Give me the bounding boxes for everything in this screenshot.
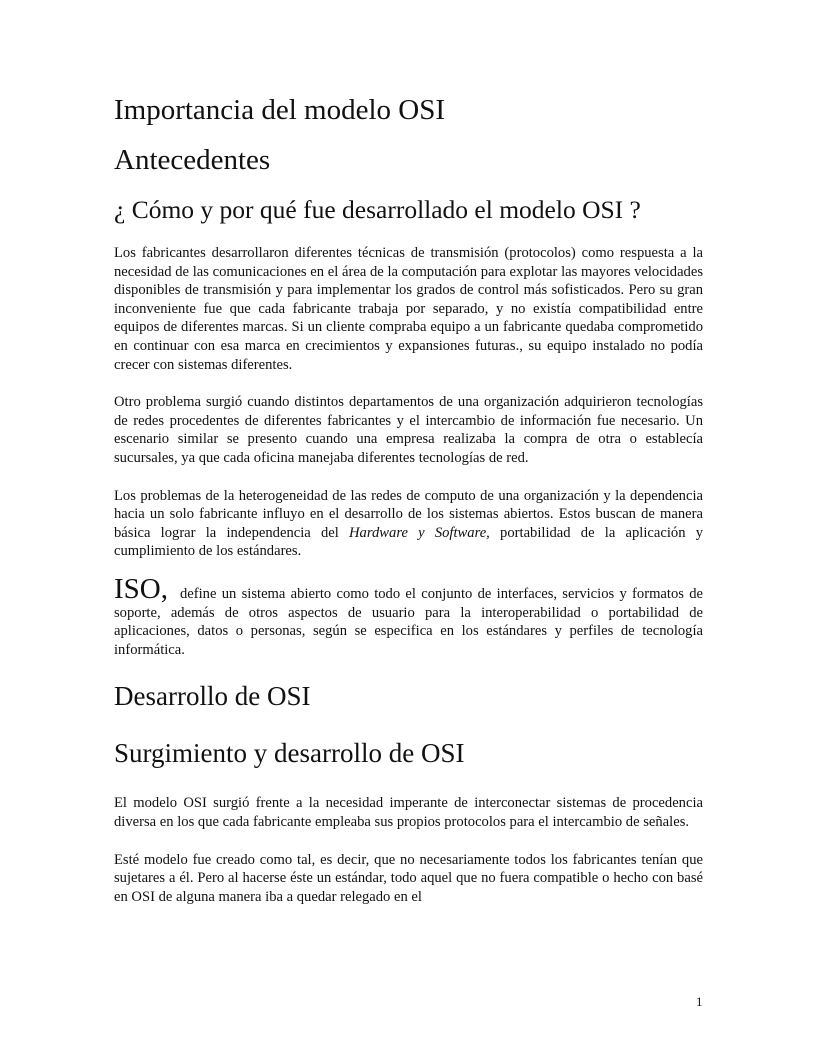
document-title: Importancia del modelo OSI: [114, 94, 445, 126]
iso-paragraph: [114, 572, 703, 659]
question-heading: ¿ Cómo y por qué fue desarrollado el modelo OSI ?: [114, 194, 641, 224]
paragraph-4: El modelo OSI surgió frente a la necesidad imperante de interconectar sistemas de procedencia diversa en los que cada fabricante empleaba sus propios protocolos para el intercambio de señales.: [114, 795, 703, 830]
paragraph-3-end: portabilidad de la aplicación y cumplimiento de los estándares.: [114, 524, 703, 560]
paragraph-3-start: Los problemas de la heterogeneidad de las redes de computo de una organización y la dependencia hacia un solo fabricante influyo en el desarrollo de los sistemas abiertos. Estos buscan de manera básica lograr la independencia del: [114, 487, 703, 541]
section-heading-desarrollo: Desarrollo de OSI: [114, 681, 311, 712]
paragraph-1: Los fabricantes desarrollaron diferentes técnicas de transmisión (protocolos) como respuesta a la necesidad de las comunicaciones en el área de la computación para explotar las mayores velocidades disponibles de transmisión y para implementar los grados de control más sofisticados. Pero su gran inconveniente fue que cada fabricante trabaja por separado, y no existía compatibilidad entre equipos de diferentes marcas. Si un cliente compraba equipo a un fabricante quedaba comprometido en continuar con esa marca en crecimientos y expansiones futuras., su equipo instalado no podía crecer con sistemas diferentes.: [114, 245, 703, 373]
iso-definition: define un sistema abierto como todo el conjunto de interfaces, servicios y formatos de soporte, además de otros aspectos de usuario para la interoperabilidad o portabilidad de aplicaciones, datos o personas, según se especifica en los estándares y perfiles de tecnología informática.: [114, 585, 703, 658]
paragraph-5: Esté modelo fue creado como tal, es decir, que no necesariamente todos los fabricantes tenían que sujetares a él. Pero al hacerse éste un estándar, todo aquel que no fuera compatible o hecho con basé en OSI de alguna manera iba a quedar relegado en el: [114, 851, 703, 905]
document-page: [114, 94, 703, 925]
section-heading-antecedentes: Antecedentes: [114, 144, 271, 177]
iso-label: ISO,: [114, 572, 168, 605]
paragraph-3: [114, 487, 703, 561]
section-heading-surgimiento: Surgimiento y desarrollo de OSI: [114, 738, 465, 769]
hardware-software-emphasis: Hardware y Software,: [349, 524, 490, 541]
page-number: 1: [696, 994, 703, 1009]
paragraph-2: Otro problema surgió cuando distintos departamentos de una organización adquirieron tecnologías de redes procedentes de diferentes fabricantes y el intercambio de información fue necesario. Un escenario similar se presento cuando una empresa realizaba la compra de otra o establecía sucursales, ya que cada oficina manejaba diferentes tecnologías de red.: [114, 394, 703, 466]
